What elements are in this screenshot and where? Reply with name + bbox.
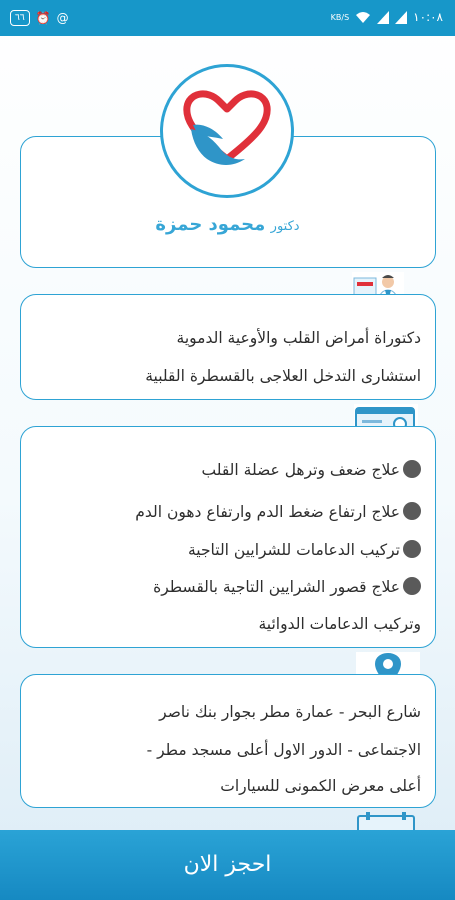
clock: ١٠:٠٨ [413,10,443,24]
address-line-3: أعلى معرض الكمونى للسيارات [220,777,421,795]
bullet-icon [403,540,421,558]
address-line-2: الاجتماعى - الدور الاول أعلى مسجد مطر - [146,741,421,759]
service-label: علاج ضعف وترهل عضلة القلب [201,461,400,479]
bullet-icon [403,577,421,595]
alarm-icon: ⏰ [35,11,51,25]
status-left [10,10,70,26]
network-speed: KB/S [330,12,350,22]
schedule-section-icon [356,812,418,830]
doctor-name: محمود حمزة [155,214,266,235]
service-label: علاج قصور الشرايين التاجية بالقسطرة [153,578,400,596]
service-item-2 [135,502,421,521]
bullet-icon [403,502,421,520]
status-right [331,10,443,24]
service-item-1 [201,460,421,479]
wifi-icon [355,11,371,24]
logo [160,64,294,198]
status-bar [0,0,455,36]
qualifications-card [20,294,436,400]
address-line-1: شارع البحر - عمارة مطر بجوار بنك ناصر [159,703,421,721]
doctor-title [0,214,455,235]
book-now-button[interactable]: احجز الان [0,830,455,900]
service-label: تركيب الدعامات للشرايين التاجية [187,541,400,559]
battery-icon: ٦٦ [10,10,30,26]
service-item-3 [188,540,421,559]
heart-in-hand-icon [163,67,291,195]
qualification-1: دكتوراة أمراض القلب والأوعية الدموية [176,329,421,347]
services-card [20,426,436,648]
doctor-prefix: دكتور [270,219,300,234]
calendar-icon [356,812,418,830]
signal-icon [377,11,389,24]
signal-icon-2 [395,11,407,24]
service-item-4 [153,577,421,596]
bullet-icon [403,460,421,478]
service-item-4-continuation: وتركيب الدعامات الدوائية [258,615,421,633]
at-icon: @ [56,11,69,25]
service-label: علاج ارتفاع ضغط الدم وارتفاع دهون الدم [135,503,400,521]
address-card [20,674,436,808]
qualification-2: استشارى التدخل العلاجى بالقسطرة القلبية [145,367,421,385]
